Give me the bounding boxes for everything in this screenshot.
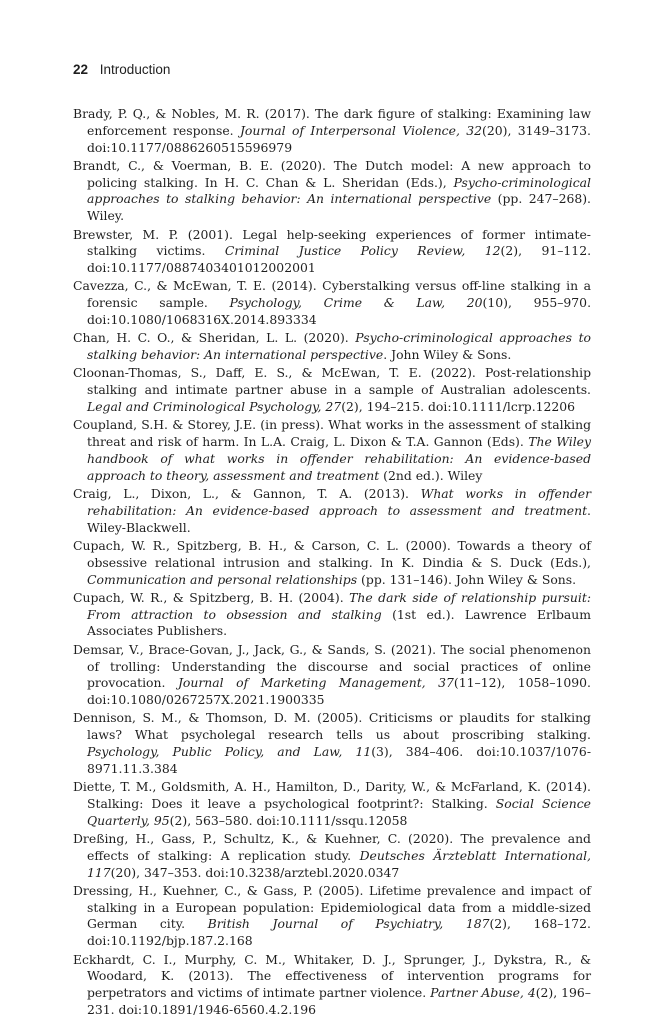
reference-source-italic: Journal of Interpersonal Violence, 32	[239, 122, 483, 138]
reference-text: (20), 347–353. doi:10.3238/arztebl.2020.0347	[110, 864, 400, 880]
reference-text: (20), 3149–3173. doi:10.1177/0886260515596979	[87, 122, 591, 155]
reference-text: (2), 194–215. doi:10.1111/lcrp.12206	[341, 399, 576, 415]
reference-text: Cupach, W. R., & Spitzberg, B. H. (2004).	[73, 589, 350, 605]
reference-source-italic: The Wiley handbook of what works in offender rehabilitation: An evidence-based approach to theory, assessment and treatment	[87, 434, 591, 483]
reference-entry	[73, 952, 591, 1019]
reference-entry	[73, 590, 591, 640]
reference-text: Cavezza, C., & McEwan, T. E. (2014). Cyberstalking versus off-line stalking in a forensic sample.	[73, 278, 591, 311]
reference-text: . John Wiley & Sons.	[383, 347, 512, 363]
reference-text: (3), 384–406. doi:10.1037/1076-8971.11.3.384	[87, 743, 592, 776]
reference-entry	[73, 417, 591, 484]
reference-source-italic: Psycho-criminological approaches to stalking behavior: An international perspective	[87, 174, 591, 207]
reference-source-italic: Partner Abuse, 4	[430, 985, 536, 1001]
reference-text: Diette, T. M., Goldsmith, A. H., Hamilton, D., Darity, W., & McFarland, K. (2014). Stalking: Does it leave a psychological footprint?: Stalking.	[73, 779, 591, 811]
reference-source-italic: Deutsches Ärzteblatt International, 117	[87, 847, 591, 880]
reference-text: Cloonan-Thomas, S., Daff, E. S., & McEwan, T. E. (2022). Post-relationship stalking and intimate partner abuse in a sample of Australian adolescents.	[73, 365, 591, 398]
reference-entry	[73, 158, 591, 225]
reference-text: (2), 168–172. doi:10.1192/bjp.187.2.168	[87, 916, 591, 949]
reference-text: Dennison, S. M., & Thomson, D. M. (2005). Criticisms or plaudits for stalking laws? What psycholegal research tells us about proscribing stalking.	[73, 710, 591, 743]
reference-entry	[73, 710, 591, 777]
reference-text: Coupland, S.H. & Storey, J.E. (in press). What works in the assessment of stalking threat and risk of harm. In L.A. Craig, L. Dixon & T.A. Gannon (Eds).	[73, 417, 591, 450]
reference-source-italic: The dark side of relationship pursuit: From attraction to obsession and stalking	[87, 589, 592, 622]
reference-entry	[73, 779, 591, 829]
reference-text: . Wiley-Blackwell.	[87, 502, 591, 535]
reference-text: Eckhardt, C. I., Murphy, C. M., Whitaker, D. J., Sprunger, J., Dykstra, R., & Woodard, K. (2013). The effectiveness of intervention programs for perpetrators and victims of intimate partner violence.	[73, 951, 591, 1001]
reference-text: (pp. 247–268). Wiley.	[87, 191, 591, 224]
reference-entry	[73, 538, 591, 588]
reference-entry	[73, 486, 591, 536]
reference-text: (2), 196–231. doi:10.1891/1946-6560.4.2.196	[87, 985, 592, 1017]
reference-entry	[73, 330, 591, 364]
reference-text: (pp. 131–146). John Wiley & Sons.	[357, 571, 577, 587]
reference-text: (11–12), 1058–1090. doi:10.1080/0267257X.2021.1900335	[87, 675, 591, 708]
reference-entry	[73, 106, 591, 156]
reference-text: Brewster, M. P. (2001). Legal help-seeking experiences of former intimate-stalking victims.	[73, 226, 591, 259]
reference-text: Craig, L., Dixon, L., & Gannon, T. A. (2013).	[73, 486, 421, 502]
reference-text: (1st ed.). Lawrence Erlbaum Associates Publishers.	[87, 606, 591, 639]
reference-text: Brandt, C., & Voerman, B. E. (2020). The Dutch model: A new approach to policing stalking. In H. C. Chan & L. Sheridan (Eds.),	[73, 157, 591, 190]
reference-text: (2nd ed.). Wiley	[379, 467, 483, 483]
reference-entry	[73, 278, 591, 328]
reference-source-italic: Psychology, Crime & Law, 20	[229, 295, 483, 311]
page-number: 22	[73, 62, 89, 77]
reference-source-italic: Psycho-criminological approaches to stalking behavior: An international perspective	[87, 330, 592, 363]
reference-source-italic: Journal of Marketing Management, 37	[177, 675, 454, 691]
reference-source-italic: Legal and Criminological Psychology, 27	[87, 399, 342, 415]
reference-entry	[73, 883, 591, 950]
section-title: Introduction	[99, 62, 171, 77]
reference-text: Demsar, V., Brace-Govan, J., Jack, G., & Sands, S. (2021). The social phenomenon of trolling: Understanding the discourse and social practices of online provocation.	[73, 641, 591, 691]
reference-source-italic: Psychology, Public Policy, and Law, 11	[87, 743, 372, 759]
running-head	[73, 62, 170, 77]
reference-source-italic: Social Science Quarterly, 95	[87, 795, 591, 828]
reference-text: (10), 955–970. doi:10.1080/1068316X.2014.893334	[87, 295, 592, 328]
reference-source-italic: What works in offender rehabilitation: An evidence-based approach to assessment and treatment	[87, 486, 592, 518]
reference-entry	[73, 365, 591, 415]
reference-entry	[73, 831, 591, 881]
reference-source-italic: Criminal Justice Policy Review, 12	[224, 243, 501, 259]
reference-text: (2), 91–112. doi:10.1177/0887403401012002001	[87, 243, 592, 276]
reference-text: Dreßing, H., Gass, P., Schultz, K., & Kuehner, C. (2020). The prevalence and effects of stalking: A replication study.	[73, 830, 591, 863]
reference-text: Brady, P. Q., & Nobles, M. R. (2017). The dark figure of stalking: Examining law enforcement response.	[73, 106, 591, 138]
reference-list	[73, 106, 591, 1020]
reference-text: Dressing, H., Kuehner, C., & Gass, P. (2005). Lifetime prevalence and impact of stalking in a European population: Epidemiological data from a middle-sized German city.	[73, 882, 591, 932]
reference-source-italic: Communication and personal relationships	[87, 571, 358, 587]
reference-text: Cupach, W. R., Spitzberg, B. H., & Carson, C. L. (2000). Towards a theory of obsessive relational intrusion and stalking. In K. Dindia & S. Duck (Eds.),	[73, 537, 591, 570]
reference-entry	[73, 227, 591, 277]
reference-source-italic: British Journal of Psychiatry, 187	[207, 916, 490, 932]
reference-entry	[73, 642, 591, 709]
reference-text: (2), 563–580. doi:10.1111/ssqu.12058	[169, 812, 408, 828]
reference-text: Chan, H. C. O., & Sheridan, L. L. (2020).	[73, 330, 356, 346]
